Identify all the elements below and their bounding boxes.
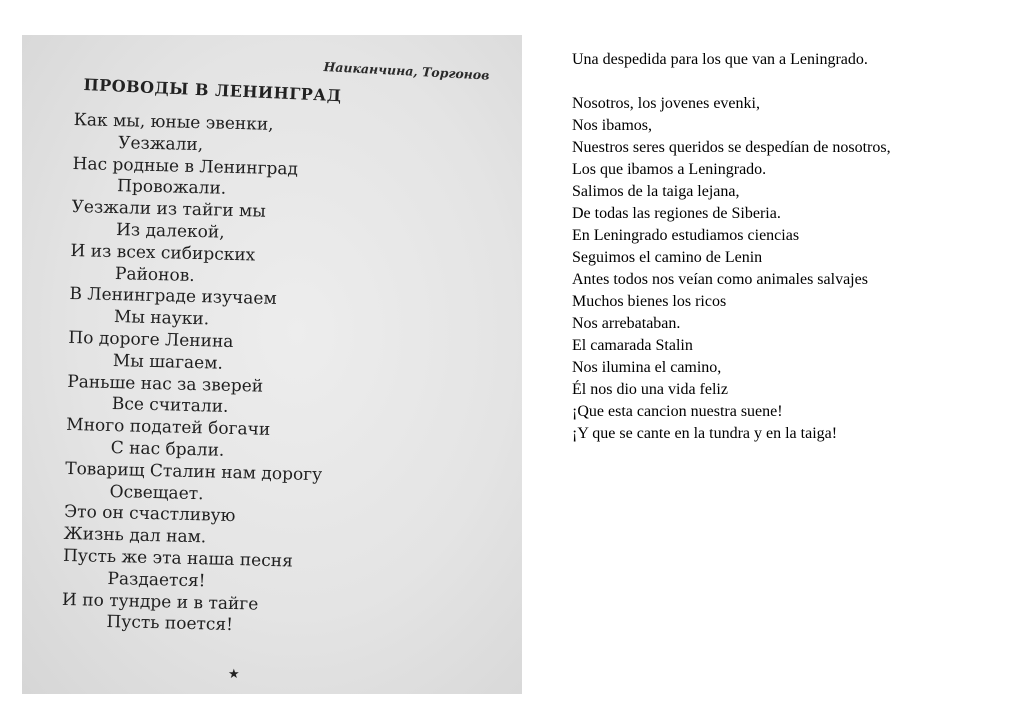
verse-line: В Ленинграде изучаем [69,284,277,310]
verse-line: Пусть же эта наша песня [62,545,294,572]
verse-line: Много податей богачи [66,415,271,441]
verse-line: Товарищ Сталин нам дорогу [64,458,323,485]
translation-line: Muchos bienes los ricos [572,293,727,310]
translation-line: El camarada Stalin [572,337,693,354]
verse-line: Провожали. [116,176,227,200]
translation-line: Salimos de la taiga lejana, [572,183,740,200]
translation-line: Nos ibamos, [572,117,652,134]
translation-lines [572,93,1002,445]
verse-line: Раньше нас за зверей [67,371,264,397]
verse-line: Это он счастливую [63,502,236,527]
verse-line: Из далекой, [115,220,225,243]
verse-line: Пусть поется! [106,612,234,636]
poem-authors: Наиканчина, Торгонов [323,59,490,83]
translation-line: Nuestros seres queridos se despedían de nosotros, [572,139,891,156]
translation-line: Nos ilumina el camino, [572,359,722,376]
verse-line: Уезжали, [117,132,204,155]
poem-verse [61,110,331,639]
verse-line: Все считали. [111,394,229,418]
verse-line: Освещает. [109,481,204,504]
translation-line: Nosotros, los jovenes evenki, [572,95,760,112]
verse-line: С нас брали. [110,437,225,461]
verse-line: Нас родные в Ленинград [72,153,299,180]
translation-line: Seguimos el camino de Lenin [572,249,763,266]
verse-line: Мы науки. [113,307,210,330]
translation-line: ¡Que esta cancion nuestra suene! [572,403,783,420]
verse-line: И по тундре и в тайге [61,589,259,615]
verse-line: Районов. [114,263,195,286]
translation-line: Antes todos nos veían como animales salvajes [572,271,868,288]
translation-spacer [572,71,1002,93]
translation-line: De todas las regiones de Siberia. [572,205,781,222]
star-ornament: ★ [228,667,240,682]
translation-line: Él nos dio una vida feliz [572,381,728,398]
verse-line: По дороге Ленина [68,327,234,352]
verse-line: И из всех сибирских [70,240,256,266]
verse-line: Раздается! [107,568,206,592]
verse-line: Уезжали из тайги мы [71,197,267,222]
translation-line: Los que ibamos a Leningrado. [572,161,767,178]
verse-line: Как мы, юные эвенки, [73,110,274,135]
translation-title: Una despedida para los que van a Leningrado. [572,51,868,68]
translation-line: Nos arrebataban. [572,315,681,332]
poem-title: ПРОВОДЫ В ЛЕНИНГРАД [83,75,342,106]
spanish-translation [572,49,1002,445]
scanned-poem-page [22,35,522,694]
translation-line: En Leningrado estudiamos ciencias [572,227,800,244]
verse-line: Жизнь дал нам. [63,524,207,548]
verse-line: Мы шагаем. [112,350,224,374]
translation-line: ¡Y que se cante en la tundra y en la taiga! [572,425,838,442]
